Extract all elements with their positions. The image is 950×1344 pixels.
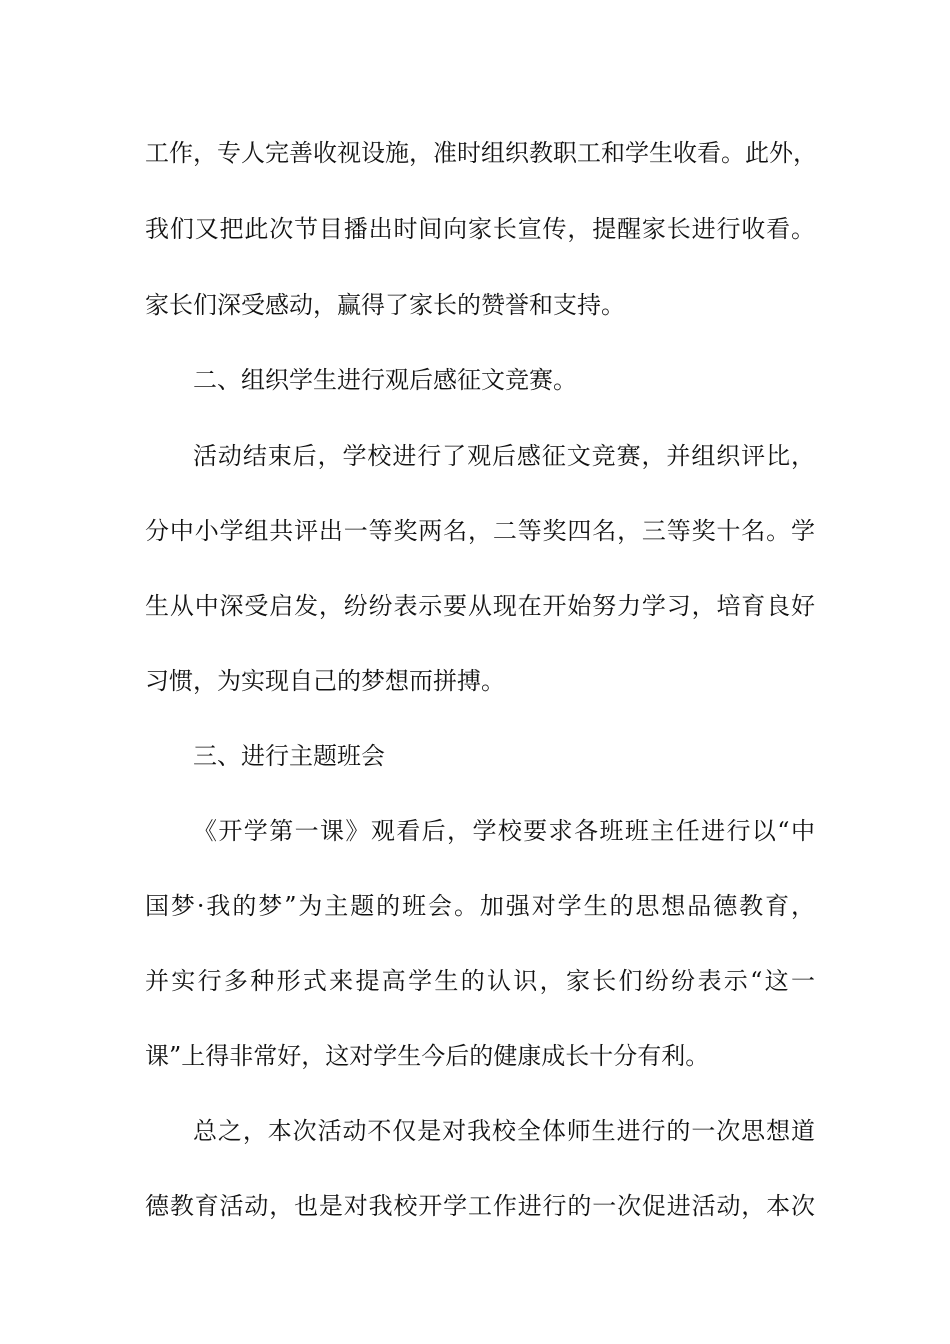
text-line: 工作，专人完善收视设施，准时组织教职工和学生收看。此外， [145,139,817,167]
text-line: 活动结束后，学校进行了观后感征文竞赛，并组织评比， [193,442,815,470]
text-line: 德教育活动，也是对我校开学工作进行的一次促进活动，本次 [145,1192,815,1220]
text-line: 《开学第一课》观看后，学校要求各班班主任进行以“中 [193,817,815,845]
section-heading: 三、进行主题班会 [193,742,385,770]
text-line: 生从中深受启发，纷纷表示要从现在开始努力学习，培育良好 [145,592,815,620]
section-heading: 二、组织学生进行观后感征文竞赛。 [193,366,577,394]
text-line: 家长们深受感动，赢得了家长的赞誉和支持。 [145,291,625,319]
text-line: 并实行多种形式来提高学生的认识，家长们纷纷表示“这一 [145,967,815,995]
text-line: 习惯，为实现自己的梦想而拼搏。 [145,667,505,695]
text-line: 课”上得非常好，这对学生今后的健康成长十分有利。 [145,1042,710,1070]
text-line: 分中小学组共评出一等奖两名，二等奖四名，三等奖十名。学 [145,517,815,545]
text-line: 我们又把此次节目播出时间向家长宣传，提醒家长进行收看。 [145,215,815,243]
text-line: 国梦·我的梦”为主题的班会。加强对学生的思想品德教育， [145,892,815,920]
text-line: 总之，本次活动不仅是对我校全体师生进行的一次思想道 [193,1117,815,1145]
